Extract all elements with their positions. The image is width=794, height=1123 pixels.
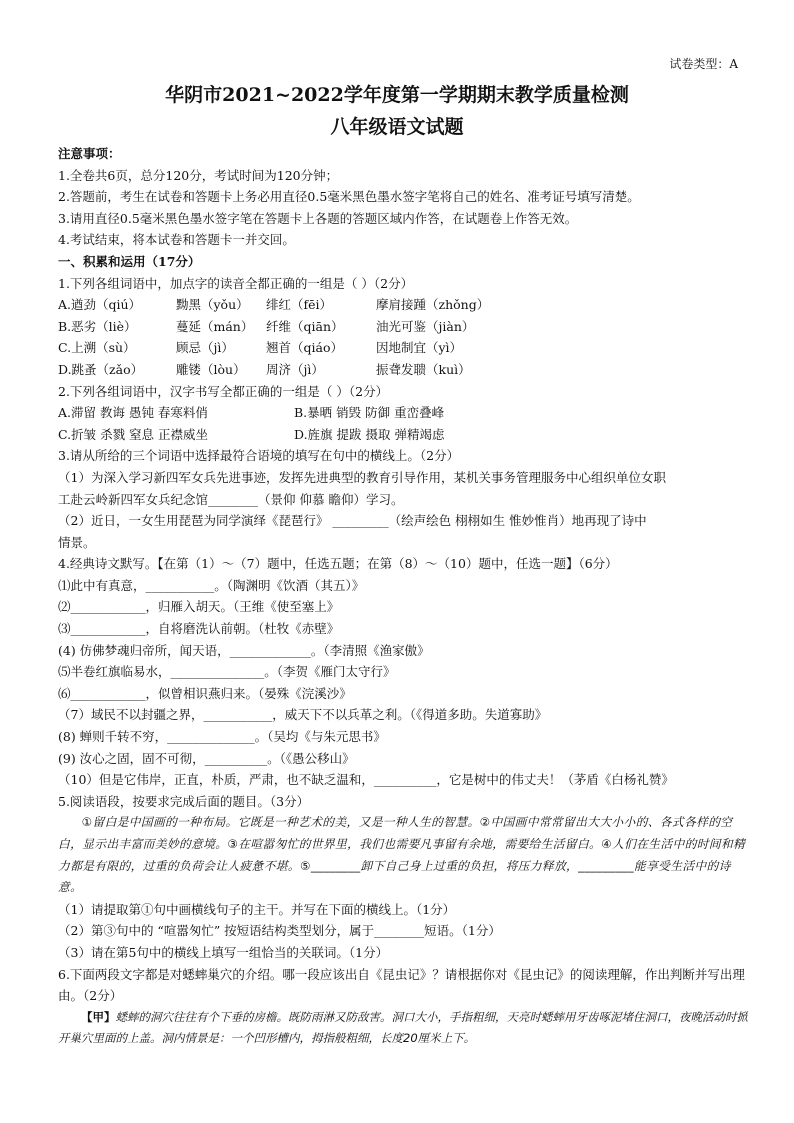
question-6-stem: 6.下面两段文字都是对蟋蟀巢穴的介绍。哪一段应该出自《昆虫记》？请根据你对《昆虫记》的阅读理解，作出判断并写出理由。（2分） (58, 966, 745, 1004)
recitation-item: (4) 仿佛梦魂归帝所，闻天语，_____________。（李清照《渔家傲》 (58, 642, 430, 658)
question-1-option-a (58, 294, 748, 316)
recitation-item: (9) 汝心之固，固不可彻，__________。（《愚公移山》 (58, 750, 355, 766)
recitation-item: ⑶____________，自将磨洗认前朝。（杜牧《赤壁》 (58, 621, 340, 637)
page-subtitle: 八年级语文试题 (330, 116, 464, 138)
question-1-option-d (58, 359, 748, 381)
question-1-option-b (58, 316, 748, 338)
option-word: 因地制宜（yì） (376, 340, 463, 356)
recitation-item: ⑵____________，归雁入胡天。（王维《使至塞上》 (58, 599, 340, 615)
recitation-item: （7）域民不以封疆之界，___________，威天下不以兵革之利。（《得道多助。失道寡助》 (58, 707, 548, 723)
option-group: D.旌旗 提跋 摄取 弹精竭虑 (294, 426, 445, 442)
note-item: 3.请用直径0.5毫米黑色墨水签字笔在答题卡上各题的答题区域内作答，在试题卷上作答无效。 (58, 210, 578, 226)
option-word: B.恶劣（liè） (58, 318, 137, 334)
option-word: D.跳蚤（zǎo） (58, 361, 144, 377)
option-word: 蔓延（mán） (176, 318, 254, 334)
question-3-part-1-cont: 工赴云岭新四军女兵纪念馆________（景仰 仰慕 瞻仰）学习。 (58, 491, 404, 507)
option-group: A.滞留 教诲 愚钝 春寒料俏 (58, 405, 208, 421)
question-5-sub: （2）第③句中的 “喧嚣匆忙” 按短语结构类型划分，属于________短语。（1分） (58, 923, 501, 939)
option-word: 翘首（qiáo） (266, 340, 343, 356)
exam-content (58, 143, 748, 1050)
note-item: 1.全卷共6页，总分120分，考试时间为120分钟； (58, 167, 339, 183)
question-2-options-cd (58, 424, 748, 446)
question-1-option-c (58, 337, 748, 359)
notes-heading: 注意事项： (58, 146, 121, 161)
paper-type-label: 试卷类型：A (669, 57, 738, 71)
section-heading: 一、积累和运用（17分） (58, 253, 201, 269)
question-3-part-2: （2）近日，一女生用琵琶为同学演绎《琵琶行》 _________（绘声绘色 栩栩如生 惟妙惟肖）地再现了诗中 (58, 513, 647, 529)
question-4-stem: 4.经典诗文默写。【在第（1）～（7）题中，任选五题；在第（8）～（10）题中，任选一题】（6分） (58, 556, 618, 572)
option-word: 油光可鉴（jiàn） (376, 318, 475, 334)
recitation-item: ⑸半卷红旗临易水，_______________。（李贺《雁门太守行》 (58, 664, 396, 680)
question-5-stem: 5.阅读语段，按要求完成后面的题目。（3分） (58, 793, 310, 809)
passage-text: 蟋蟀的洞穴往往有个下垂的房檐。既防雨淋又防敌害。洞口大小，手指粗细，天亮时蟋蟀用牙齿啄泥堵住洞口，夜晚活动时掀开巢穴里面的上盖。洞内情景是：一个凹形槽内，拇指般粗细，长度20厘米上下。 (58, 1009, 748, 1046)
question-2-stem: 2.下列各组词语中，汉字书写全都正确的一组是（ ）（2分） (58, 383, 389, 399)
option-word: 摩肩接踵（zhǒng） (376, 297, 490, 313)
option-word: 振聋发聩（kuì） (376, 361, 471, 377)
option-word: 绯红（fēi） (266, 297, 333, 313)
page-title: 华阴市2021~2022学年度第一学期期末教学质量检测 (165, 84, 629, 106)
note-item: 4.考试结束，将本试卷和答题卡一并交回。 (58, 232, 295, 248)
recitation-item: ⑴此中有真意，___________。（陶渊明《饮酒（其五）》 (58, 577, 365, 593)
option-word: 顾忌（jì） (176, 340, 234, 356)
option-word: 纤维（qiān） (266, 318, 344, 334)
option-group: B.暴晒 销毁 防御 重峦叠峰 (294, 405, 445, 421)
passage-label: 【甲】 (81, 1009, 116, 1024)
question-1-stem: 1.下列各组词语中，加点字的读音全都正确的一组是（ ）（2分） (58, 275, 414, 291)
question-5-passage: ①留白是中国画的一种布局。它既是一种艺术的美，又是一种人生的智慧。②中国画中常常留出大大小小的、各式各样的空白，显示出丰富而美妙的意境。③在喧嚣匆忙的世界里，我们也需要凡事留有余地，需要给生活留白。④人们在生活中的时间和精力都是有限的，过重的负荷会让人疲惫不堪。⑤________卸下自己身上过重的负担，将压力释放，_________能享受生活中的诗意。 (58, 815, 746, 895)
option-word: A.遒劲（qiú） (58, 297, 142, 313)
question-2-options-ab (58, 402, 748, 424)
option-word: 雕镂（lòu） (176, 361, 246, 377)
option-word: 黝黑（yǒu） (176, 297, 249, 313)
recitation-item: （10）但是它伟岸，正直，朴质，严肃，也不缺乏温和，__________，它是树中的伟丈夫！（茅盾《白杨礼赞》 (58, 772, 674, 788)
question-5-sub: （1）请提取第①句中画横线句子的主干。并写在下面的横线上。（1分） (58, 901, 456, 917)
note-item: 2.答题前，考生在试卷和答题卡上务必用直径0.5毫米黑色墨水签字笔将自己的姓名、准考证号填写清楚。 (58, 189, 640, 205)
question-6-passage-a (58, 1007, 748, 1050)
question-3-stem: 3.请从所给的三个词语中选择最符合语境的填写在句中的横线上。（2分） (58, 448, 460, 464)
question-3-part-1: （1）为深入学习新四军女兵先进事迹，发挥先进典型的教育引导作用，某机关事务管理服务中心组织单位女职 (58, 469, 666, 485)
question-5-sub: （3）请在第5句中的横线上填写一组恰当的关联词。（1分） (58, 944, 389, 960)
option-word: C.上溯（sù） (58, 340, 136, 356)
recitation-item: ⑹____________，似曾相识燕归来。（晏殊《浣溪沙》 (58, 685, 352, 701)
recitation-item: (8) 蝉则千转不穷，______________。（吴均《与朱元思书》 (58, 729, 386, 745)
option-word: 周济（jì） (266, 361, 324, 377)
question-3-part-2-cont: 情景。 (58, 534, 96, 550)
option-group: C.折皱 杀戮 窒息 正襟威坐 (58, 426, 209, 442)
